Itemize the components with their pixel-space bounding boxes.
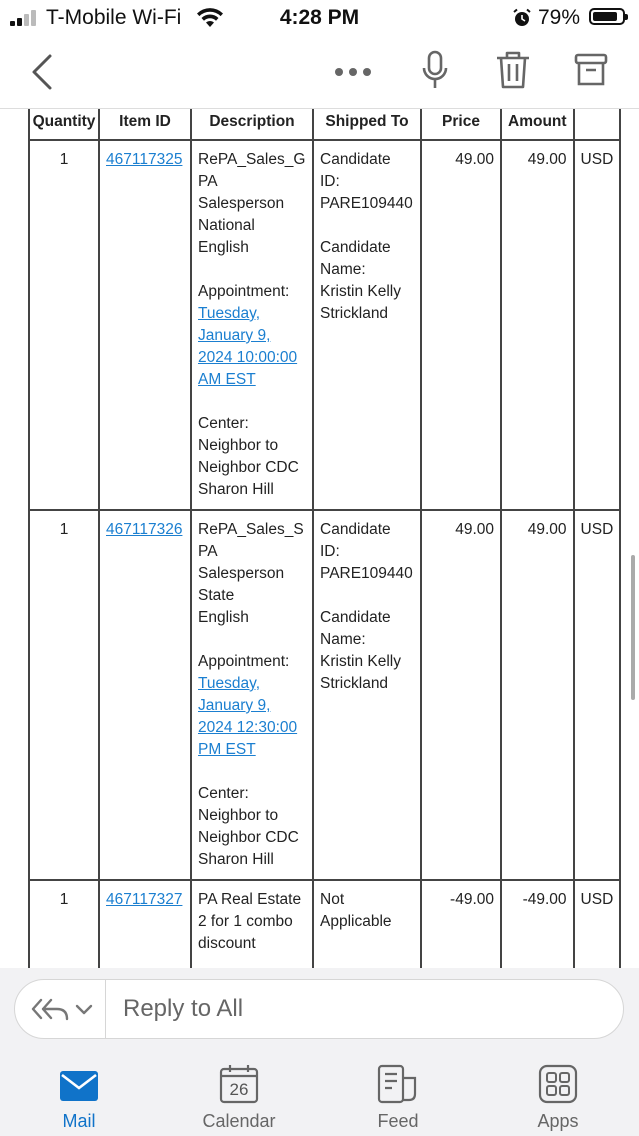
ship-line: Strickland xyxy=(320,675,389,692)
message-toolbar xyxy=(0,36,639,109)
desc-line: Salesperson xyxy=(198,195,285,212)
table-row xyxy=(29,880,620,969)
ship-line: Candidate xyxy=(320,239,391,256)
reply-all-button[interactable] xyxy=(14,979,624,1039)
center-line: Sharon Hill xyxy=(198,851,274,868)
desc-line: PA Real Estate xyxy=(198,891,302,908)
center-label: Center: xyxy=(198,785,249,802)
feed-icon xyxy=(376,1064,420,1104)
appointment-link[interactable]: PM EST xyxy=(198,741,256,758)
header-amount: Amount xyxy=(501,109,574,140)
reply-all-label: Reply to All xyxy=(123,995,244,1022)
battery-percent: 79% xyxy=(538,6,581,29)
desc-line: 2 for 1 combo xyxy=(198,913,293,930)
shipped-to-cell xyxy=(313,510,421,880)
tab-feed-label: Feed xyxy=(377,1111,419,1131)
quantity-cell: 1 xyxy=(29,510,99,880)
desc-line: English xyxy=(198,239,249,256)
quantity-cell: 1 xyxy=(29,140,99,510)
item-id-cell xyxy=(99,880,191,969)
desc-line: PA xyxy=(198,173,218,190)
ship-line: Name: xyxy=(320,261,366,278)
desc-line: RePA_Sales_G xyxy=(198,151,306,168)
mail-icon xyxy=(59,1070,99,1102)
shipped-to-cell xyxy=(313,140,421,510)
center-line: Neighbor CDC xyxy=(198,459,299,476)
order-items-table xyxy=(28,109,621,969)
item-id-cell xyxy=(99,140,191,510)
ship-line: Name: xyxy=(320,631,366,648)
tab-mail-label: Mail xyxy=(62,1111,96,1131)
header-item-id: Item ID xyxy=(99,109,191,140)
chevron-left-icon[interactable] xyxy=(28,52,56,92)
ship-line: Candidate xyxy=(320,521,391,538)
item-id-link[interactable]: 467117325 xyxy=(106,151,183,168)
amount-cell: 49.00 xyxy=(501,510,574,880)
appointment-label: Appointment: xyxy=(198,653,290,670)
desc-line: discount xyxy=(198,935,256,952)
tab-apps[interactable] xyxy=(498,1050,618,1132)
ship-line: Not xyxy=(320,891,345,908)
ship-line: ID: xyxy=(320,173,340,190)
alarm-icon xyxy=(512,8,532,28)
item-id-link[interactable]: 467117327 xyxy=(106,891,183,908)
center-line: Neighbor to xyxy=(198,807,279,824)
currency-cell: USD xyxy=(574,880,621,969)
desc-line: PA xyxy=(198,543,218,560)
desc-line: State xyxy=(198,587,235,604)
description-cell xyxy=(191,510,313,880)
microphone-icon[interactable] xyxy=(420,50,450,92)
price-cell: 49.00 xyxy=(421,140,501,510)
ship-line: Kristin Kelly xyxy=(320,653,401,670)
desc-line: RePA_Sales_S xyxy=(198,521,304,538)
reply-all-icon[interactable] xyxy=(31,996,95,1024)
trash-icon[interactable] xyxy=(495,50,531,90)
ship-line: Candidate xyxy=(320,151,391,168)
tab-apps-label: Apps xyxy=(537,1111,579,1131)
header-quantity: Quantity xyxy=(29,109,99,140)
shipped-to-cell xyxy=(313,880,421,969)
ship-line: Strickland xyxy=(320,305,389,322)
ship-line: Candidate xyxy=(320,609,391,626)
price-cell: 49.00 xyxy=(421,510,501,880)
clock: 4:28 PM xyxy=(279,6,360,29)
header-price: Price xyxy=(421,109,501,140)
tab-calendar[interactable] xyxy=(179,1050,299,1132)
table-header-row xyxy=(29,109,620,140)
reply-area xyxy=(0,968,639,1050)
description-cell xyxy=(191,880,313,969)
appointment-link[interactable]: 2024 10:00:00 xyxy=(198,349,298,366)
amount-cell: 49.00 xyxy=(501,140,574,510)
center-line: Neighbor to xyxy=(198,437,279,454)
apps-icon xyxy=(538,1064,578,1104)
appointment-link[interactable]: Tuesday, xyxy=(198,305,261,322)
ship-line: PARE109440 xyxy=(320,195,413,212)
ship-line: PARE109440 xyxy=(320,565,413,582)
tab-mail[interactable] xyxy=(19,1050,139,1132)
appointment-link[interactable]: January 9, xyxy=(198,327,271,344)
header-shipped-to: Shipped To xyxy=(313,109,421,140)
amount-cell: -49.00 xyxy=(501,880,574,969)
header-currency xyxy=(574,109,621,140)
center-line: Neighbor CDC xyxy=(198,829,299,846)
appointment-link[interactable]: January 9, xyxy=(198,697,271,714)
center-line: Sharon Hill xyxy=(198,481,274,498)
tab-feed[interactable] xyxy=(338,1050,458,1132)
price-cell: -49.00 xyxy=(421,880,501,969)
message-body xyxy=(0,109,639,969)
archive-icon[interactable] xyxy=(574,53,608,87)
center-label: Center: xyxy=(198,415,249,432)
appointment-link[interactable]: 2024 12:30:00 xyxy=(198,719,298,736)
more-icon[interactable] xyxy=(333,66,373,78)
appointment-link[interactable]: Tuesday, xyxy=(198,675,261,692)
ship-line: Applicable xyxy=(320,913,392,930)
currency-cell: USD xyxy=(574,510,621,880)
appointment-label: Appointment: xyxy=(198,283,290,300)
reply-divider xyxy=(105,980,106,1038)
desc-line: National xyxy=(198,217,255,234)
calendar-date-badge: 26 xyxy=(229,1080,249,1099)
tab-calendar-label: Calendar xyxy=(202,1111,276,1131)
battery-icon xyxy=(589,8,625,25)
tab-bar xyxy=(0,1050,639,1136)
table-row xyxy=(29,140,620,510)
appointment-link[interactable]: AM EST xyxy=(198,371,256,388)
table-row xyxy=(29,510,620,880)
status-bar xyxy=(0,0,639,36)
item-id-cell xyxy=(99,510,191,880)
carrier-label: T-Mobile Wi-Fi xyxy=(46,6,182,29)
desc-line: Salesperson xyxy=(198,565,285,582)
ship-line: ID: xyxy=(320,543,340,560)
desc-line: English xyxy=(198,609,249,626)
description-cell xyxy=(191,140,313,510)
header-description: Description xyxy=(191,109,313,140)
currency-cell: USD xyxy=(574,140,621,510)
item-id-link[interactable]: 467117326 xyxy=(106,521,183,538)
vertical-scrollbar[interactable] xyxy=(631,555,635,700)
ship-line: Kristin Kelly xyxy=(320,283,401,300)
quantity-cell: 1 xyxy=(29,880,99,969)
